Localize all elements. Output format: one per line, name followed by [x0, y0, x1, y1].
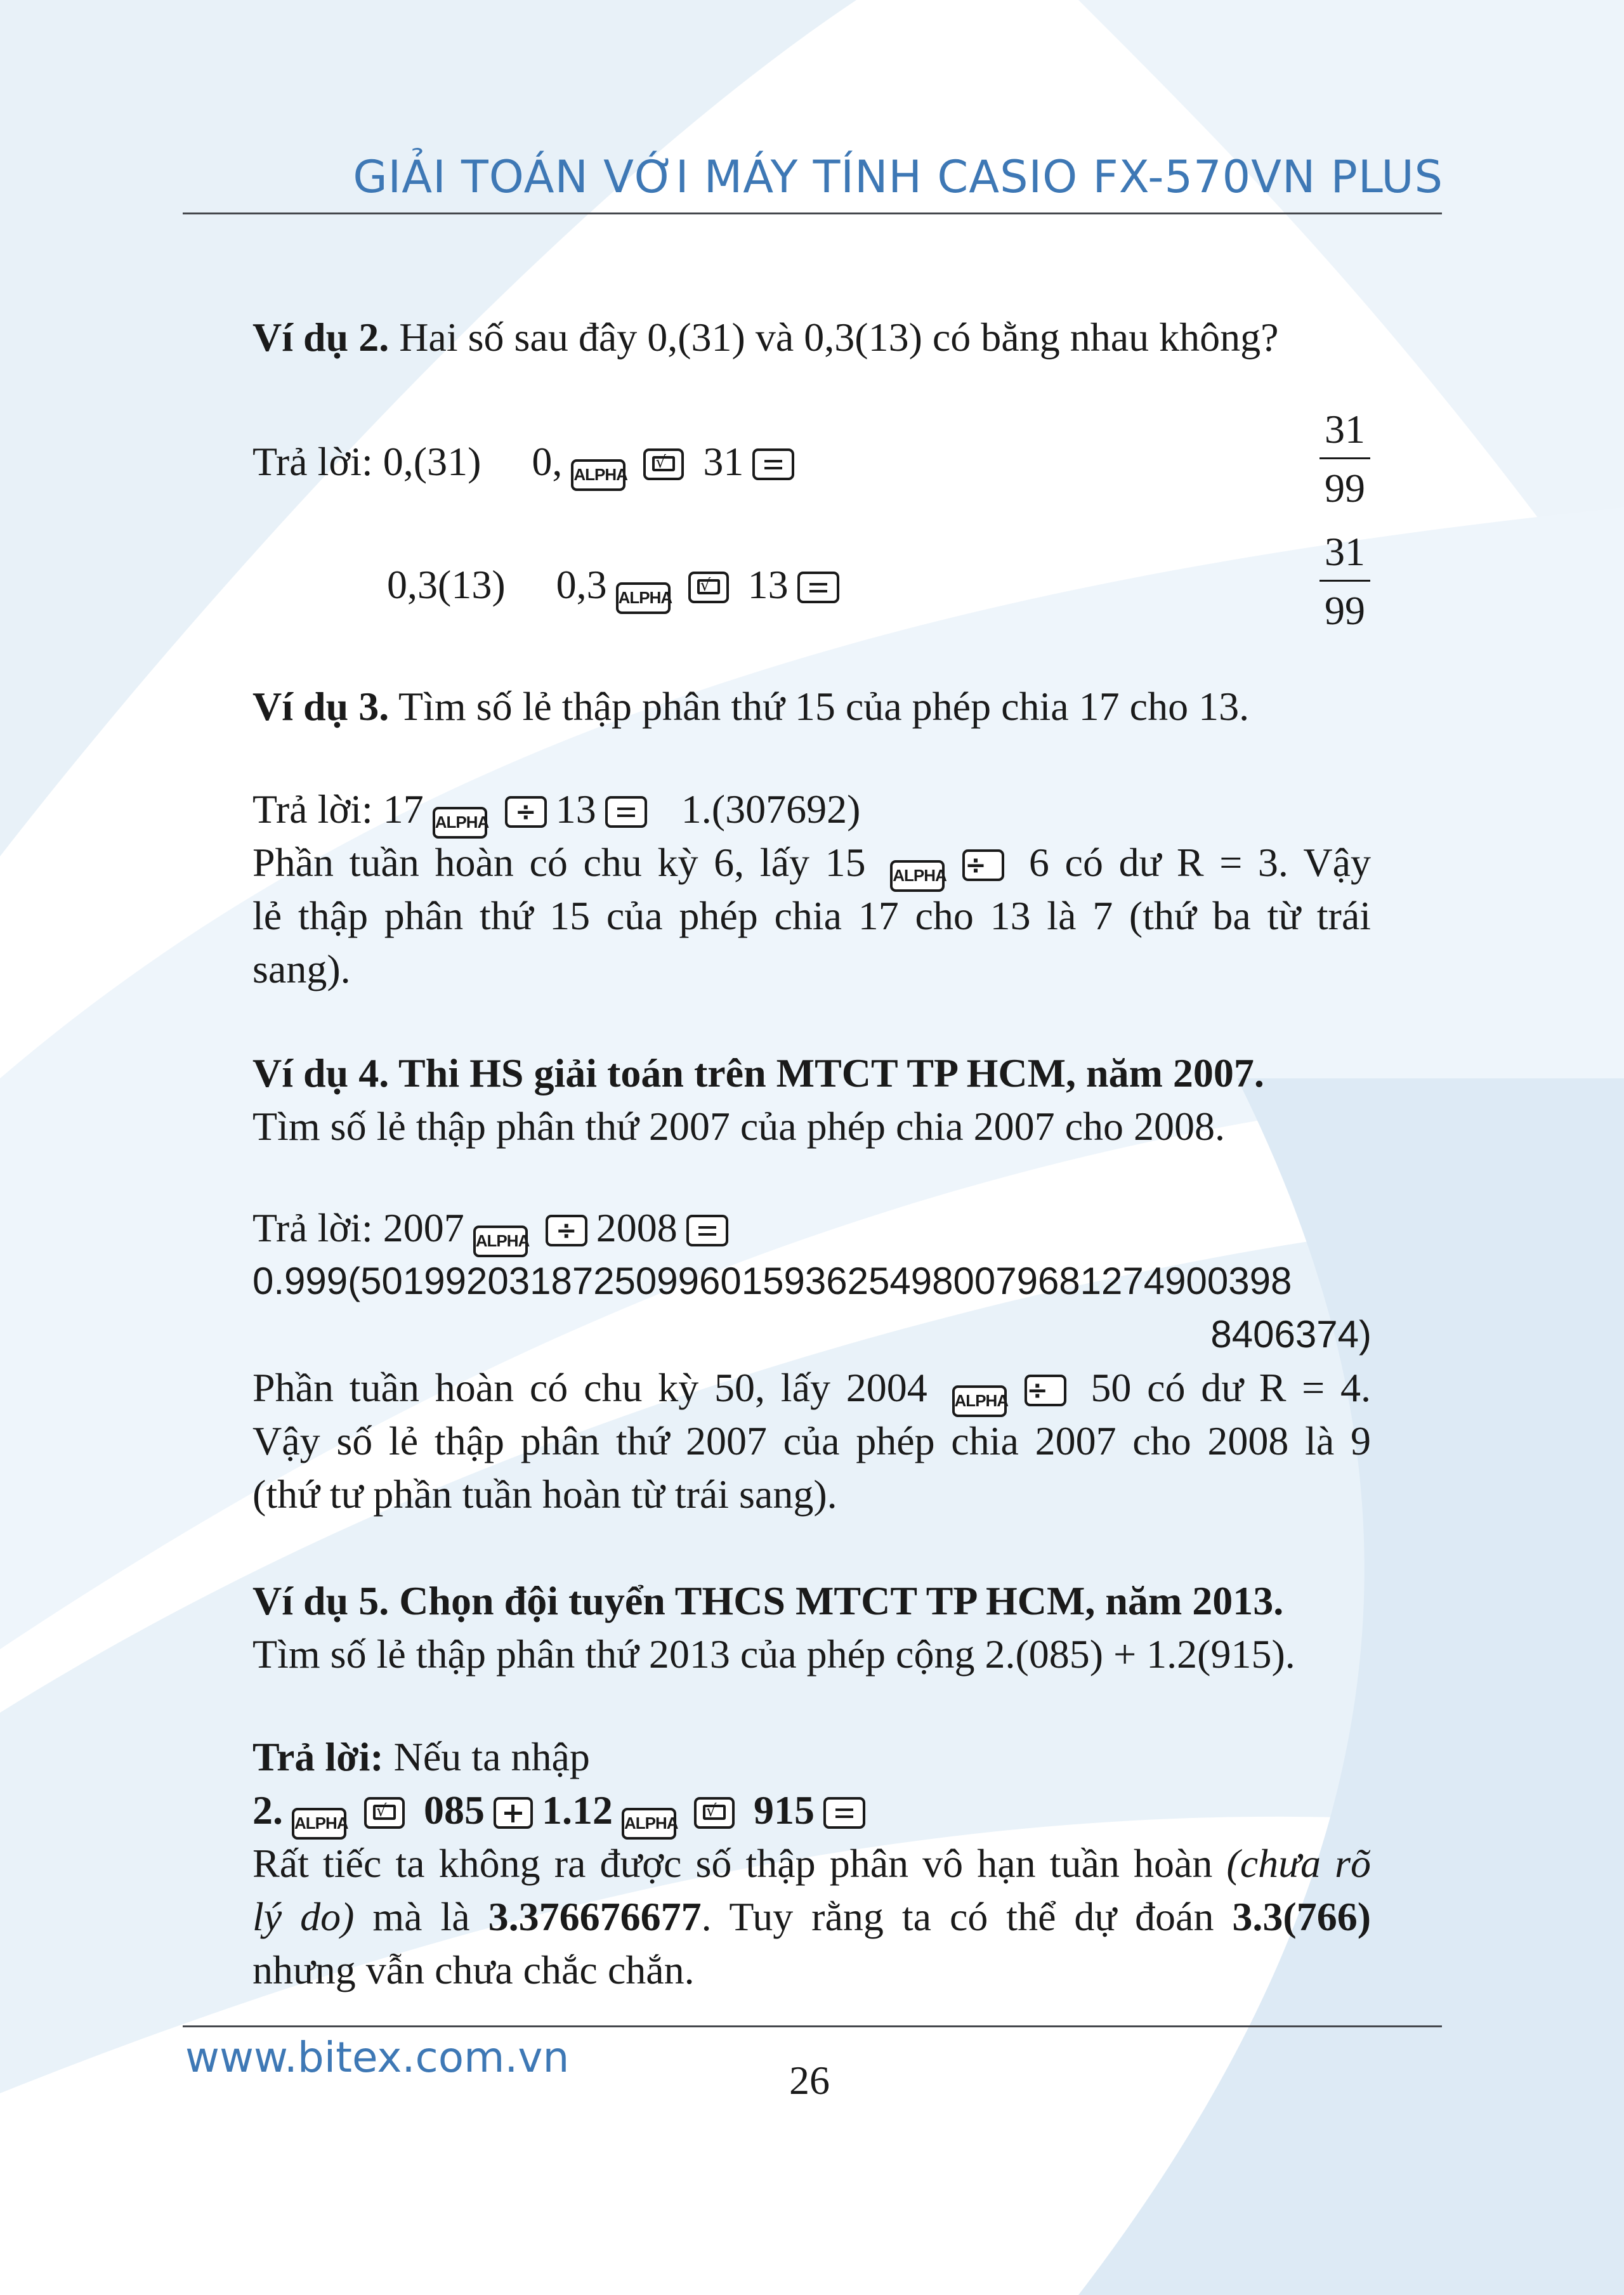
equals-key-icon — [752, 448, 794, 480]
alpha-key-icon: ALPHA — [473, 1226, 528, 1257]
example-5-line-1: Rất tiếc ta không ra được số thập phân vô hạn tuần hoàn (chưa rõ — [252, 1841, 1371, 1886]
equals-key-icon — [686, 1215, 728, 1246]
equals-key-icon — [605, 796, 647, 828]
equals-key-icon — [823, 1797, 865, 1829]
plus-key-icon — [494, 1797, 533, 1829]
remainder-key-icon: ÷ — [962, 849, 1004, 881]
alpha-key-icon: ALPHA — [952, 1385, 1007, 1417]
example-4-question: Tìm số lẻ thập phân thứ 2007 của phép chia 2007 cho 2008. — [252, 1104, 1226, 1149]
remainder-key-icon: ÷ — [1025, 1375, 1066, 1406]
footer-website-link[interactable]: www.bitex.com.vn — [185, 2033, 570, 2082]
example-5-line-3: nhưng vẫn chưa chắc chắn. — [252, 1947, 695, 1992]
example-2-label: Ví dụ 2. — [252, 315, 390, 360]
example-4-heading: Ví dụ 4. Thi HS giải toán trên MTCT TP HCM, năm 2007. — [252, 1050, 1264, 1095]
example-5-key-sequence: 2. ALPHA √ 085 1.12 ALPHA √ 915 — [252, 1784, 874, 1840]
alpha-key-icon: ALPHA — [622, 1808, 676, 1840]
example-3-answer: Trả lời: 17 ALPHA ÷ 13 1.(307692) — [252, 783, 860, 839]
example-4-result-line-2: 8406374) — [1210, 1313, 1372, 1356]
remainder-key-icon: ÷ — [505, 796, 547, 828]
alpha-key-icon: ALPHA — [292, 1808, 346, 1840]
example-4-answer: Trả lời: 2007 ALPHA ÷ 2008 — [252, 1201, 737, 1257]
equals-key-icon — [797, 572, 839, 603]
alpha-key-icon: ALPHA — [616, 582, 671, 614]
fraction-key-icon: √ — [643, 448, 684, 480]
alpha-key-icon: ALPHA — [571, 459, 625, 491]
example-4-line-3: (thứ tư phần tuần hoàn từ trái sang). — [252, 1472, 837, 1517]
running-header: GIẢI TOÁN VỚI MÁY TÍNH CASIO FX-570VN PLUS — [353, 151, 1443, 203]
example-4-line-2: Vậy số lẻ thập phân thứ 2007 của phép chia 2007 cho 2008 là 9 — [252, 1418, 1371, 1463]
alpha-key-icon: ALPHA — [433, 807, 487, 839]
fraction-bar — [1320, 580, 1370, 582]
fraction-bar — [1320, 457, 1370, 459]
remainder-key-icon: ÷ — [546, 1215, 587, 1246]
example-3-label: Ví dụ 3. — [252, 684, 390, 729]
example-2-answer-a: Trả lời: 0,(31) 0, ALPHA √ 31 — [252, 435, 803, 491]
example-4-result-line-1: 0.999(50199203187250996015936254980079681274900398 — [252, 1260, 1292, 1302]
example-2-question: Ví dụ 2. Hai số sau đây 0,(31) và 0,3(13) có bằng nhau không? — [252, 315, 1279, 360]
page-number: 26 — [789, 2058, 830, 2103]
fraction-key-icon: √ — [364, 1797, 405, 1829]
example-3-line-3: sang). — [252, 946, 351, 991]
example-5-line-2: lý do) mà là 3.376676677. Tuy rằng ta có thể dự đoán 3.3(766) — [252, 1894, 1372, 1939]
example-3-question: Ví dụ 3. Tìm số lẻ thập phân thứ 15 của phép chia 17 cho 13. — [252, 684, 1250, 729]
fraction-key-icon: √ — [688, 572, 729, 603]
example-5-heading: Ví dụ 5. Chọn đội tuyển THCS MTCT TP HCM, năm 2013. — [252, 1578, 1284, 1623]
example-3-line-2: lẻ thập phân thứ 15 của phép chia 17 cho 13 là 7 (thứ ba từ trái — [252, 893, 1371, 938]
example-3-line-1: Phần tuần hoàn có chu kỳ 6, lấy 15 ALPHA ÷ 6 có dư R = 3. Vậy — [252, 836, 1371, 892]
example-2-answer-b: 0,3(13) 0,3 ALPHA √ 13 — [387, 558, 848, 614]
footer-rule — [183, 2025, 1442, 2027]
example-5-answer: Trả lời: Nếu ta nhập — [252, 1734, 590, 1779]
example-2-result-b: 31 99 — [1320, 526, 1370, 636]
header-rule — [183, 213, 1442, 214]
alpha-key-icon: ALPHA — [890, 860, 945, 892]
example-2-result-a: 31 99 — [1320, 404, 1370, 514]
fraction-key-icon: √ — [694, 1797, 735, 1829]
example-4-line-1: Phần tuần hoàn có chu kỳ 50, lấy 2004 ALPHA ÷ 50 có dư R = 4. — [252, 1361, 1371, 1417]
example-5-question: Tìm số lẻ thập phân thứ 2013 của phép cộng 2.(085) + 1.2(915). — [252, 1631, 1295, 1677]
